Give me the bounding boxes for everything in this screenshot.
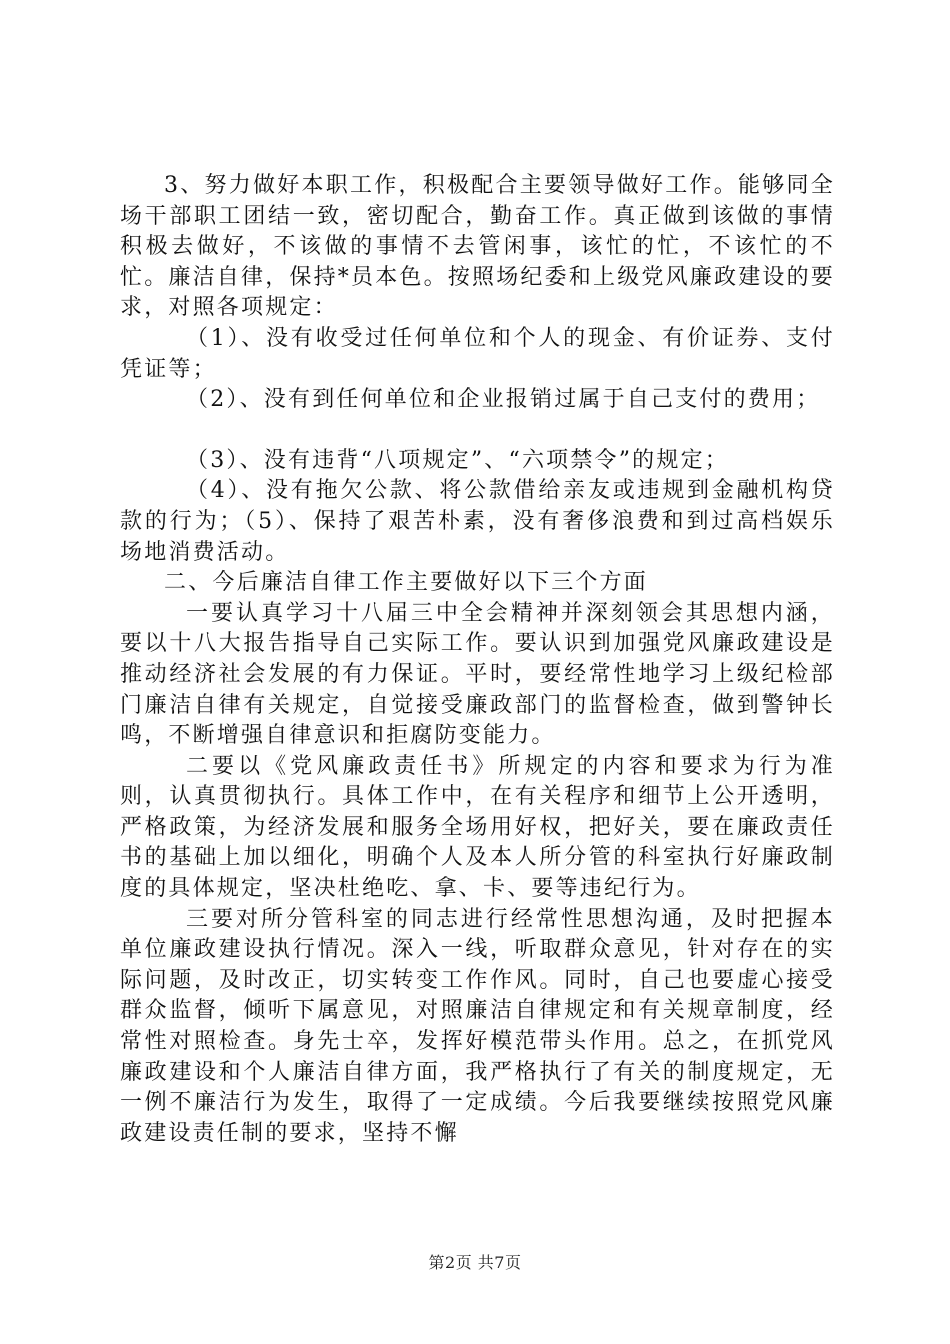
paragraph-first-point: 一要认真学习十八届三中全会精神并深刻领会其思想内涵，要以十八大报告指导自己实际工作。要认识到加强党风廉政建设是推动经济社会发展的有力保证。平时，要经常性地学习上级纪检部门廉洁自律有关规定，自觉接受廉政部门的监督检查，做到警钟长鸣，不断增强自律意识和拒腐防变能力。	[120, 600, 835, 749]
paragraph-second-point: 二要以《党风廉政责任书》所规定的内容和要求为行为准则，认真贯彻执行。具体工作中，在有关程序和细节上公开透明，严格政策，为经济发展和服务全场用好权，把好关，要在廉政责任书的基础上加以细化，明确个人及本人所分管的科室执行好廉政制度的具体规定，坚决杜绝吃、拿、卡、要等违纪行为。	[120, 753, 835, 902]
section-heading: 二、今后廉洁自律工作主要做好以下三个方面	[164, 570, 649, 596]
list-item-2: （2）、没有到任何单位和企业报销过属于自己支付的费用；	[186, 387, 821, 413]
page-number-footer: 第2页 共7页	[428, 1253, 522, 1272]
paragraph-third-point: 三要对所分管科室的同志进行经常性思想沟通，及时把握本单位廉政建设执行情况。深入一线，听取群众意见，针对存在的实际问题，及时改正，切实转变工作作风。同时，自己也要虚心接受群众监督，倾听下属意见，对照廉洁自律规定和有关规章制度，经常性对照检查。身先士卒，发挥好模范带头作用。总之，在抓党风廉政建设和个人廉洁自律方面，我严格执行了有关的制度规定，无一例不廉洁行为发生，取得了一定成绩。今后我要继续按照党风廉政建设责任制的要求，坚持不懈	[120, 906, 835, 1146]
list-item-3: （3）、没有违背“八项规定”、“六项禁令”的规定；	[186, 447, 729, 473]
list-item-4-5: （4）、没有拖欠公款、将公款借给亲友或违规到金融机构贷款的行为；（5）、保持了艰苦朴素，没有奢侈浪费和到过高档娱乐场地消费活动。	[120, 478, 835, 565]
document-body	[120, 171, 835, 1149]
list-item-1: （1）、没有收受过任何单位和个人的现金、有价证券、支付凭证等；	[120, 325, 835, 382]
paragraph-duty: 3、努力做好本职工作，积极配合主要领导做好工作。能够同全场干部职工团结一致，密切配合，勤奋工作。真正做到该做的事情积极去做好，不该做的事情不去管闲事，该忙的忙，不该忙的不忙。廉洁自律，保持*员本色。按照场纪委和上级党风廉政建设的要求，对照各项规定：	[120, 173, 836, 321]
blank-line	[120, 416, 835, 446]
